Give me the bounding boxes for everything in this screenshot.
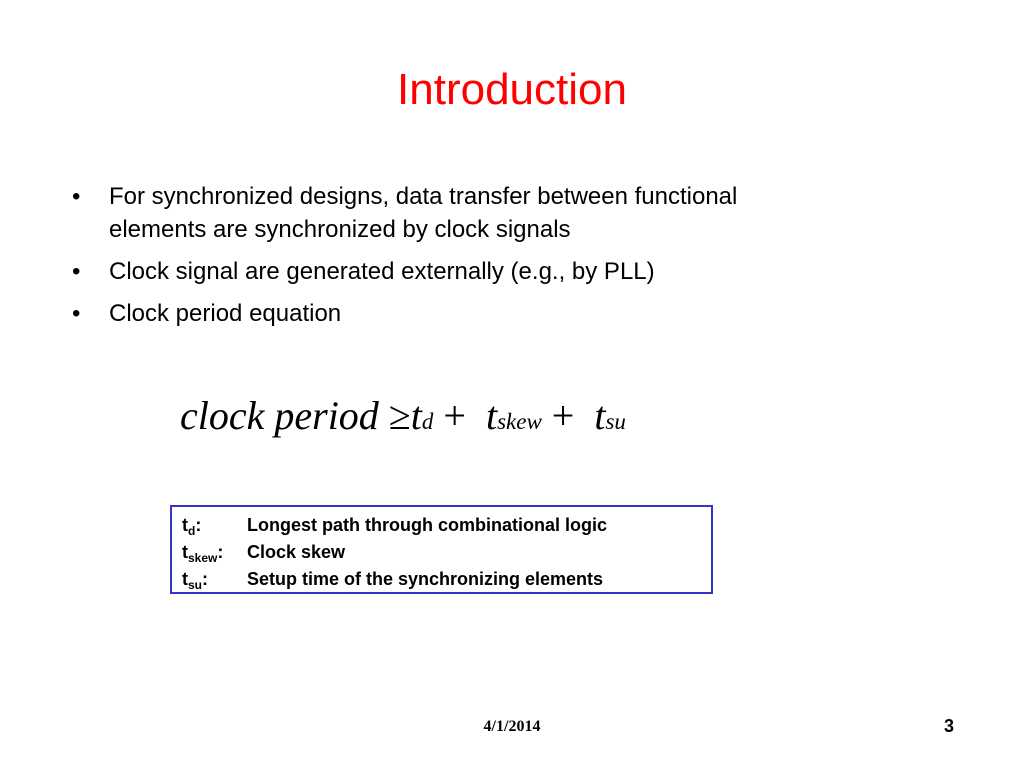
equation-plus: +	[443, 393, 466, 438]
definition-symbol: $t_{su}$:	[182, 569, 209, 592]
bullet-dot: •	[72, 300, 81, 327]
equation-relation: ≥	[388, 393, 411, 438]
equation-plus: +	[551, 393, 575, 438]
equation-term-su: su	[605, 409, 626, 434]
page-number: 3	[943, 716, 954, 736]
bullet-item	[70, 180, 830, 246]
equation-t: t	[594, 393, 606, 438]
definition-symbol: $t_d$:	[182, 515, 202, 538]
bullet-text: Clock signal are generated externally (e.g., by PLL)	[109, 258, 655, 285]
footer-date: 4/1/2014	[483, 718, 541, 735]
equation-term-skew: skew	[497, 409, 542, 434]
equation-term-d: d	[421, 409, 434, 434]
definition-row	[182, 539, 711, 566]
bullet-text: For synchronized designs, data transfer between functional elements are synchronized by clock signals	[109, 183, 738, 243]
clock-period-equation	[180, 388, 880, 448]
bullet-text: Clock period equation	[109, 300, 342, 327]
bullet-item	[70, 297, 830, 330]
slide-title: Introduction	[397, 65, 627, 114]
definition-symbol: $t_{skew}$:	[182, 542, 224, 565]
definitions-box	[170, 505, 713, 594]
equation-t: t	[485, 393, 498, 438]
definition-text: Clock skew	[247, 542, 346, 562]
bullet-list	[70, 180, 830, 339]
equation-t: t	[410, 393, 422, 438]
definition-text: Setup time of the synchronizing elements	[247, 569, 604, 589]
bullet-dot: •	[72, 183, 81, 210]
bullet-dot: •	[72, 258, 81, 285]
definition-text: Longest path through combinational logic	[247, 515, 607, 535]
definition-row	[182, 512, 711, 539]
equation-lhs: clock period	[180, 393, 379, 438]
bullet-item	[70, 255, 830, 288]
definition-row	[182, 566, 711, 593]
